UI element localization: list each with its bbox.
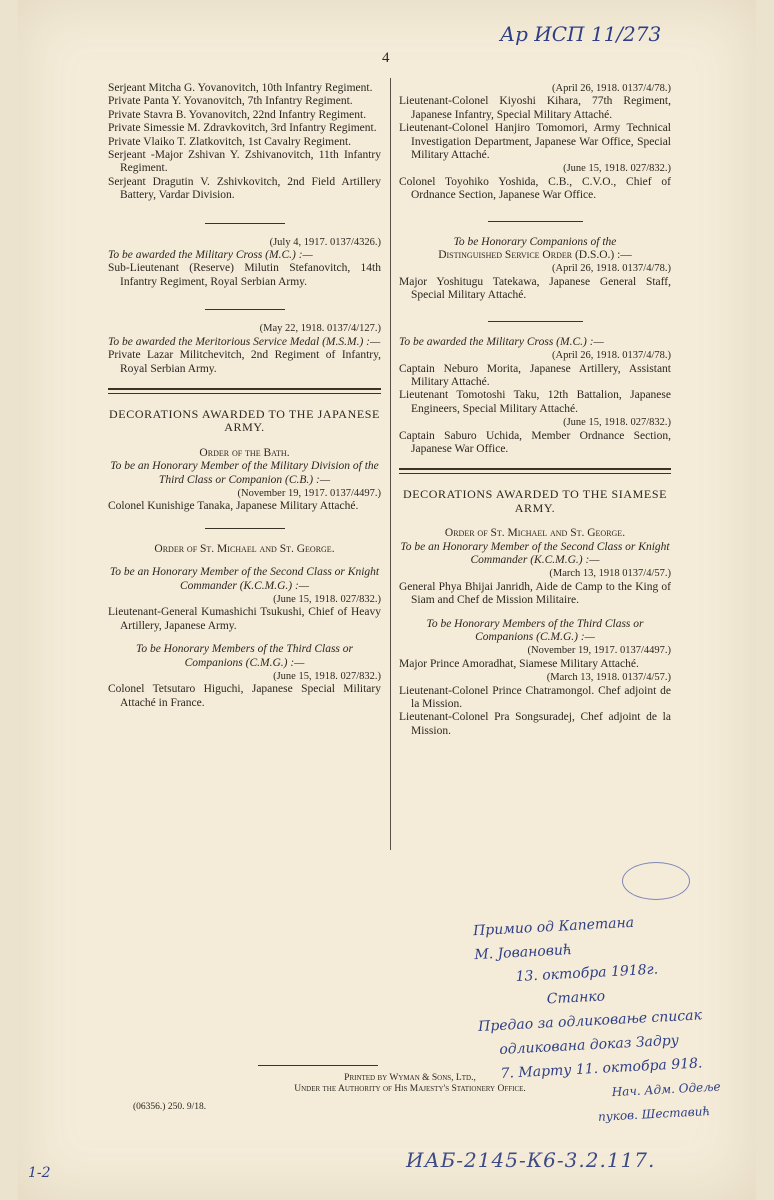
section-title: DECORATIONS AWARDED TO THE JAPANESE ARMY. — [109, 406, 380, 435]
print-code: (06356.) 250. 9/18. — [133, 1102, 207, 1112]
handwritten-note — [473, 905, 754, 1135]
page-number: 4 — [382, 50, 390, 66]
handwritten-line: Примио од Капетана — [472, 914, 635, 940]
footer-rule — [258, 1065, 378, 1066]
list-item: Private Stavra B. Yovanovitch, 22nd Infantry Regiment. — [108, 108, 367, 121]
reference: (June 15, 1918. 027/832.) — [563, 417, 671, 429]
double-rule — [399, 468, 671, 474]
handwritten-line: Предао за одликовање списак — [477, 1007, 703, 1036]
section-rule — [205, 528, 285, 529]
section-rule — [488, 321, 583, 322]
list-item: Serjeant Dragutin V. Zshivkovitch, 2nd Field Artillery Battery, Vardar Division. — [108, 175, 381, 202]
reference: (April 26, 1918. 0137/4/78.) — [552, 350, 671, 362]
reference: (April 26, 1918. 0137/4/78.) — [552, 83, 671, 94]
corner-mark: 1-2 — [28, 1165, 51, 1181]
award-entry: Colonel Kunishige Tanaka, Japanese Military Attaché. — [108, 500, 359, 513]
handwritten-line: 7. Марту 11. октобра 918. — [500, 1055, 703, 1082]
section-rule — [205, 309, 285, 310]
reference: (June 15, 1918. 027/832.) — [273, 671, 381, 682]
order-name: Order of St. Michael and St. George. — [154, 542, 335, 555]
handwritten-line: М. Јовановић — [473, 942, 573, 964]
award-heading: To be awarded the Military Cross (M.C.) :— — [108, 249, 313, 262]
list-item: Serjeant Mitcha G. Yovanovitch, 10th Infantry Regiment. — [108, 82, 373, 94]
list-item: Private Vlaiko T. Zlatkovitch, 1st Cavalry Regiment. — [108, 135, 352, 148]
award-entry: Lieutenant-Colonel Pra Songsuradej, Chef adjoint de la Mission. — [399, 711, 671, 737]
award-entry: Lieutenant-Colonel Hanjiro Tomomori, Army Technical Investigation Department, Japanese War Office, Special Military Attaché. — [399, 122, 671, 162]
section-title: DECORATIONS AWARDED TO THE SIAMESE ARMY. — [402, 487, 668, 515]
award-entry: Lieutenant Tomotoshi Taku, 12th Battalion, Japanese Engineers, Special Military Attaché. — [399, 389, 671, 415]
reference: (June 15, 1918. 027/832.) — [273, 593, 381, 605]
section-rule — [488, 221, 583, 222]
award-heading: To be awarded the Meritorious Service Medal (M.S.M.) :— — [108, 335, 381, 348]
left-column — [108, 82, 381, 710]
column-divider — [390, 78, 391, 850]
order-name: Order of the Bath. — [199, 446, 290, 459]
award-heading: Distinguished Service Order (D.S.O.) :— — [438, 249, 632, 262]
serbian-list — [108, 82, 381, 203]
award-heading: To be an Honorary Member of the Second Class or Knight Commander (K.C.M.G.) :— — [109, 566, 380, 592]
section-rule — [205, 223, 285, 224]
handwritten-line: одликована доказ Задру — [498, 1032, 680, 1058]
handwritten-line: пуков. Шеставић — [597, 1104, 711, 1124]
reference: (March 13, 1918. 0137/4/57.) — [546, 672, 671, 684]
list-item: Serjeant -Major Zshivan Y. Zshivanovitch, 11th Infantry Regiment. — [108, 149, 381, 175]
award-heading: To be Honorary Members of the Third Class or Companions (C.M.G.) :— — [135, 643, 354, 669]
handwritten-line: Нач. Адм. Одеље — [611, 1079, 721, 1100]
reference: (July 4, 1917. 0137/4326.) — [269, 236, 381, 248]
list-item: Private Simessie M. Zdravkovitch, 3rd Infantry Regiment. — [108, 122, 377, 135]
reference: (March 13, 1918 0137/4/57.) — [549, 568, 671, 580]
award-heading: To be awarded the Military Cross (M.C.) :— — [399, 335, 604, 348]
award-entry: Private Lazar Militchevitch, 2nd Regiment of Infantry, Royal Serbian Army. — [108, 349, 381, 375]
archive-number: ИАБ-2145-К6-3.2.117. — [406, 1148, 656, 1172]
handwritten-line: 13. октобра 1918г. — [515, 961, 659, 986]
award-entry: Captain Saburo Uchida, Member Ordnance Section, Japanese War Office. — [399, 429, 671, 455]
award-heading: To be Honorary Companions of the — [453, 235, 617, 248]
order-name: Order of St. Michael and St. George. — [444, 527, 626, 540]
reference: (June 15, 1918. 027/832.) — [563, 163, 671, 175]
reference: (November 19, 1917. 0137/4497.) — [237, 487, 381, 499]
handwritten-line: Станко — [546, 988, 606, 1008]
award-entry: Lieutenant-General Kumashichi Tsukushi, Chief of Heavy Artillery, Japanese Army. — [108, 606, 381, 632]
award-entry: General Phya Bhijai Janridh, Aide de Camp to the King of Siam and Chef de Mission Militaire. — [399, 580, 671, 607]
award-entry: Lieutenant-Colonel Kiyoshi Kihara, 77th Regiment, Japanese Infantry, Special Military Attaché. — [399, 95, 671, 121]
award-entry: Colonel Toyohiko Yoshida, C.B., C.V.O., Chief of Ordnance Section, Japanese War Office. — [399, 175, 671, 202]
award-entry: Captain Neburo Morita, Japanese Artillery, Assistant Military Attaché. — [399, 362, 671, 388]
award-entry: Colonel Tetsutaro Higuchi, Japanese Special Military Attaché in France. — [108, 683, 381, 709]
reference: (April 26, 1918. 0137/4/78.) — [552, 263, 671, 275]
reference: (November 19, 1917. 0137/4497.) — [527, 645, 671, 657]
award-entry: Major Prince Amoradhat, Siamese Military Attaché. — [399, 657, 639, 670]
right-column — [399, 82, 671, 738]
double-rule — [108, 388, 381, 394]
award-heading: To be an Honorary Member of the Second Class or Knight Commander (K.C.M.G.) :— — [400, 540, 670, 566]
award-entry: Lieutenant-Colonel Prince Chatramongol. Chef adjoint de la Mission. — [399, 684, 671, 711]
reference: (May 22, 1918. 0137/4/127.) — [259, 323, 381, 335]
list-item: Private Panta Y. Yovanovitch, 7th Infantry Regiment. — [108, 95, 353, 108]
printer-line: Under the Authority of His Majesty's Stationery Office. — [294, 1084, 526, 1094]
award-heading: To be Honorary Members of the Third Class or Companions (C.M.G.) :— — [426, 617, 644, 643]
printer-line: Printed by Wyman & Sons, Ltd., — [344, 1073, 476, 1083]
faint-stamp — [622, 862, 690, 900]
award-heading: To be an Honorary Member of the Military Division of the Third Class or Companion (C.B.) :— — [110, 460, 379, 486]
top-annotation: Ар ИСП 11/273 — [500, 22, 662, 46]
award-entry: Major Yoshitugu Tatekawa, Japanese General Staff, Special Military Attaché. — [399, 275, 671, 302]
award-entry: Sub-Lieutenant (Reserve) Milutin Stefanovitch, 14th Infantry Regiment, Royal Serbian Army. — [108, 262, 381, 288]
